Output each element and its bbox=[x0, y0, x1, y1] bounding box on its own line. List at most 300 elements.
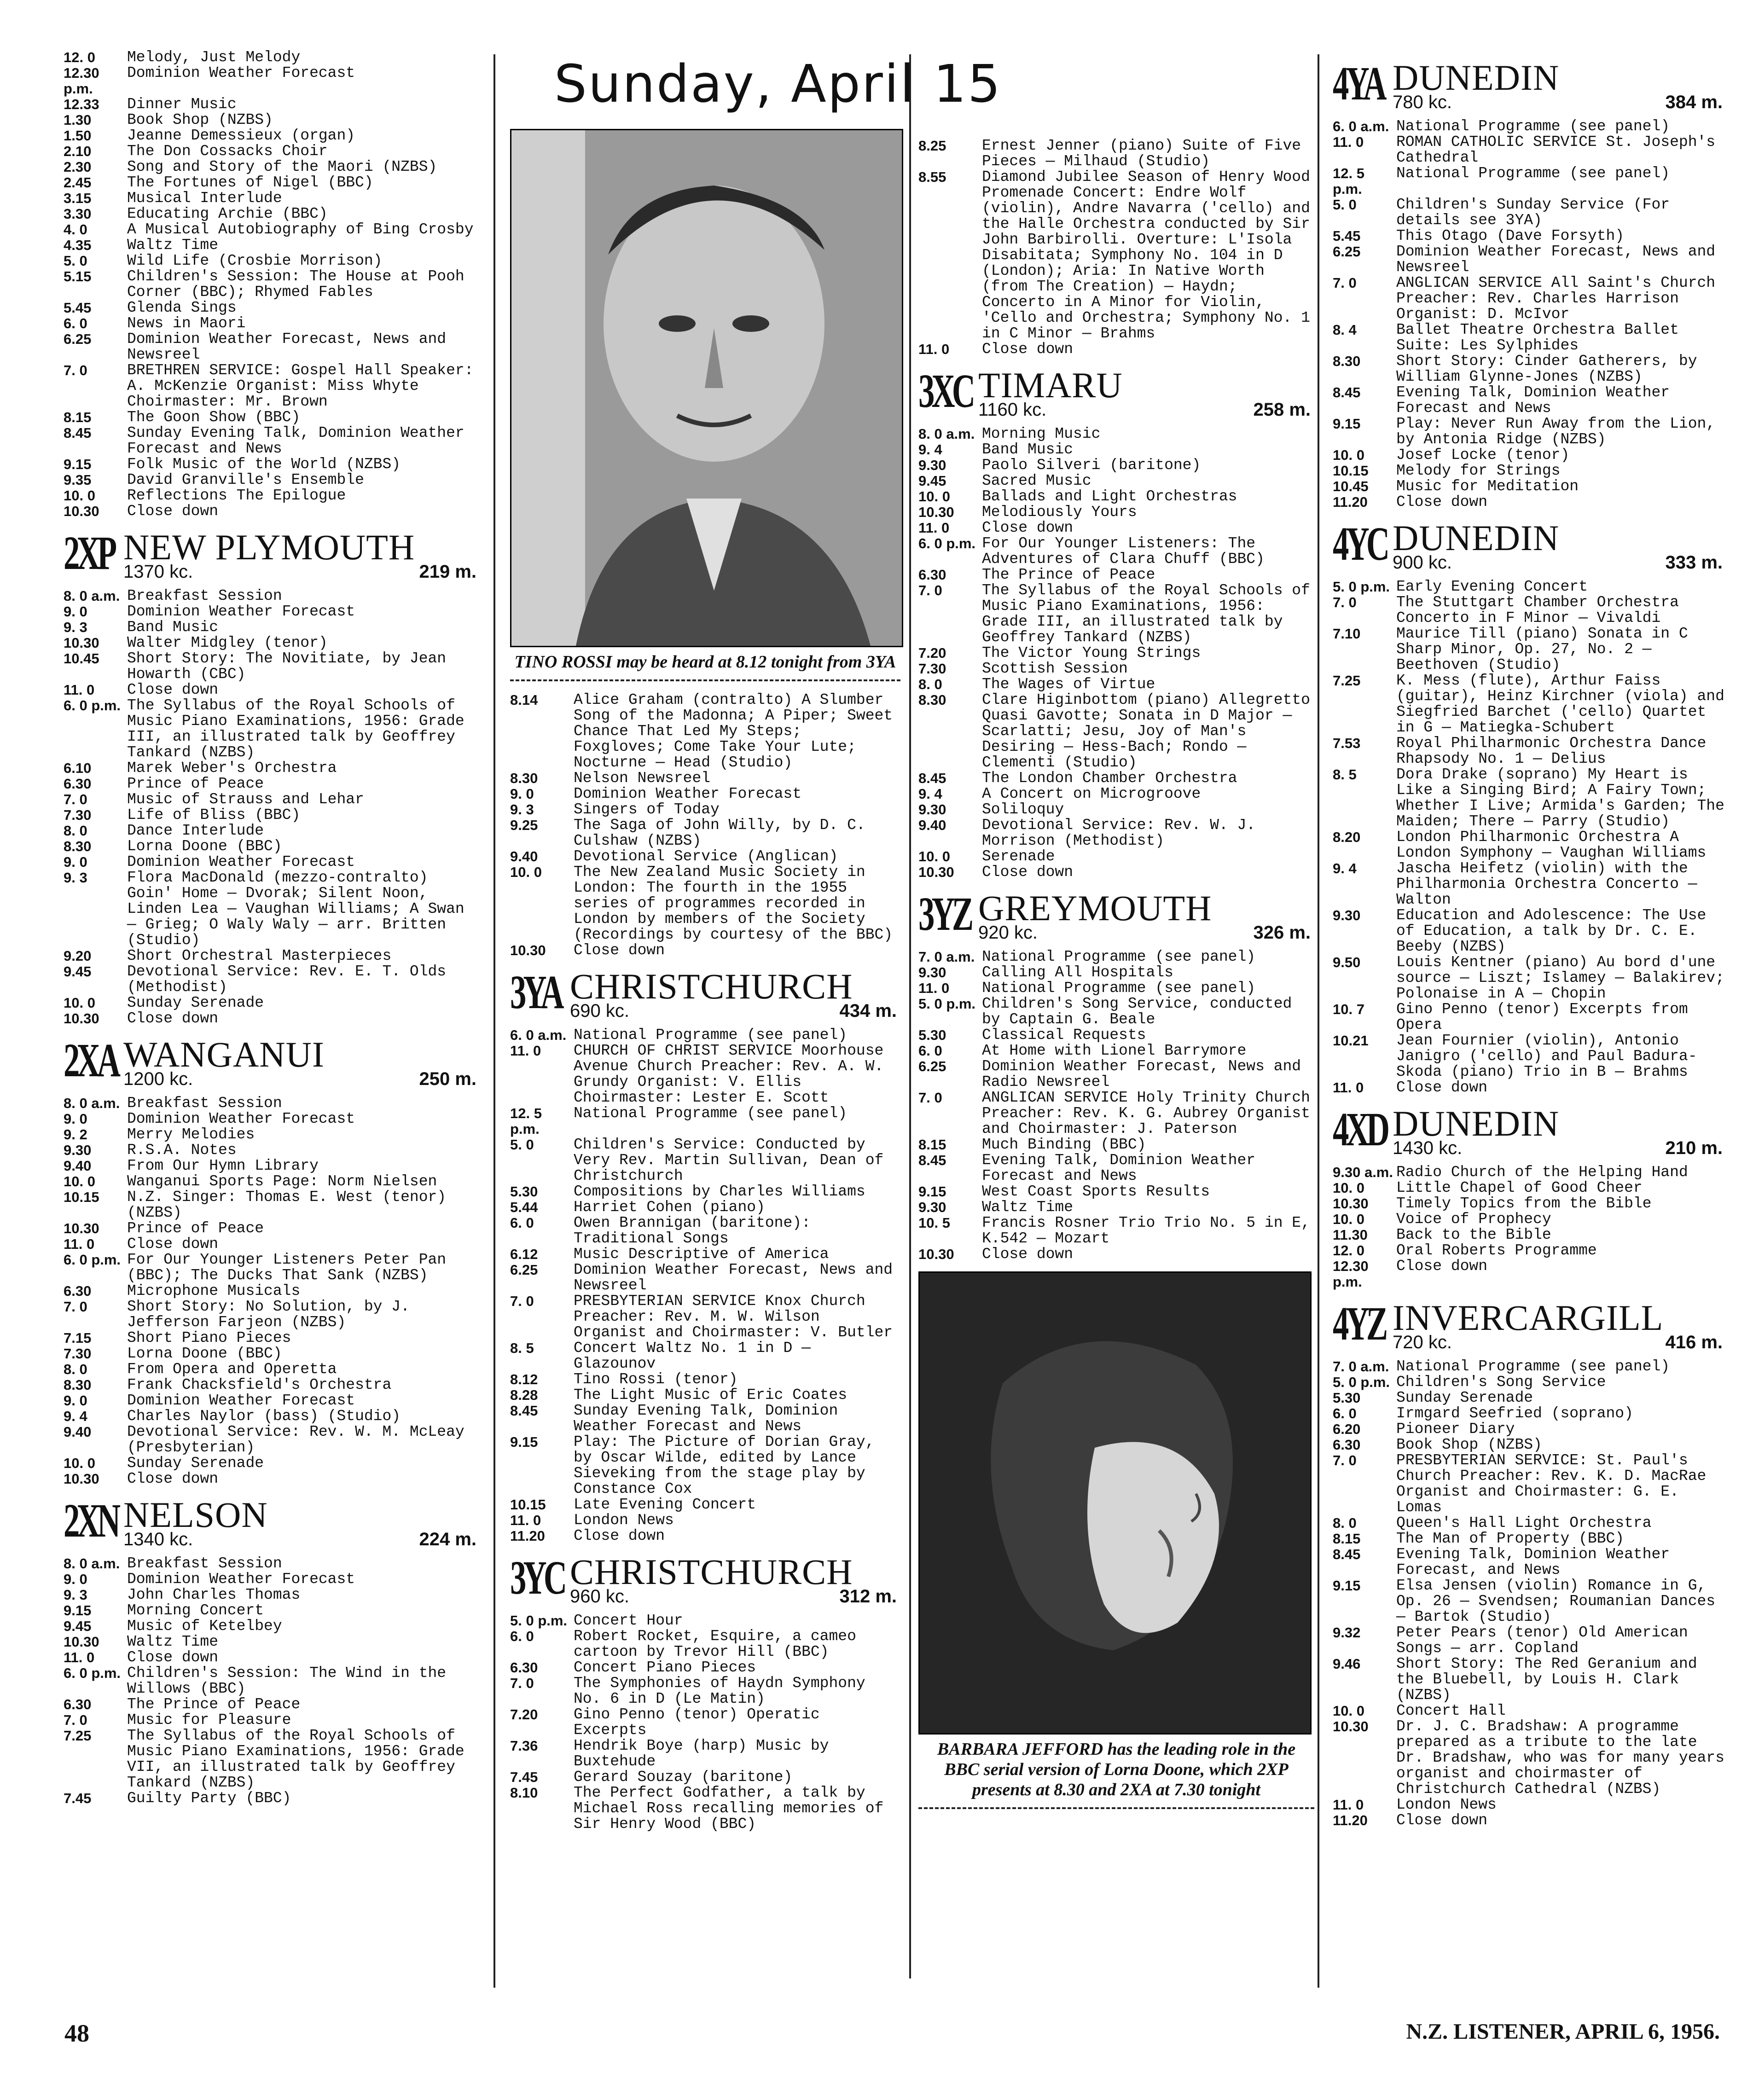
programme-item bbox=[918, 818, 1314, 849]
programme-time: 8. 0 bbox=[918, 676, 942, 692]
programme-item bbox=[64, 269, 480, 300]
programme-item bbox=[510, 1497, 900, 1513]
station-3yc bbox=[510, 1551, 900, 1833]
programme-title: For Our Younger Listeners: The Adventures of Clara Chuff (BBC) bbox=[982, 535, 1265, 568]
programme-title: Classical Requests bbox=[982, 1027, 1146, 1044]
programme-item bbox=[918, 138, 1314, 169]
programme-item bbox=[64, 238, 480, 253]
programme-item bbox=[1333, 673, 1726, 736]
programme-title: BRETHREN SERVICE: Gospel Hall Speaker: A. McKenzie Organist: Miss Whyte Choirmaster: Mr. Brown bbox=[127, 362, 474, 410]
station-wavelength: 219 m. bbox=[419, 562, 476, 582]
programme-time: 12.30 p.m. bbox=[64, 65, 99, 97]
programme-time: 6.25 bbox=[1333, 244, 1361, 260]
station-callsign: 4YA bbox=[1333, 57, 1384, 110]
programme-title: A Musical Autobiography of Bing Crosby bbox=[127, 221, 474, 238]
programme-item bbox=[1333, 1797, 1726, 1813]
programme-time: 10. 0 bbox=[1333, 1703, 1364, 1719]
station-wavelength: 384 m. bbox=[1665, 92, 1723, 112]
programme-time: 6.10 bbox=[64, 760, 92, 776]
column-1 bbox=[64, 50, 480, 1806]
programme-item bbox=[918, 169, 1314, 342]
programme-item bbox=[64, 1634, 480, 1650]
programme-item bbox=[1333, 908, 1726, 955]
programme-title: Devotional Service: Rev. W. J. Morrison (Methodist) bbox=[982, 817, 1256, 849]
programme-item bbox=[510, 1613, 900, 1629]
programme-time: 9.15 bbox=[1333, 1578, 1361, 1594]
programme-title: Dominion Weather Forecast bbox=[127, 603, 355, 620]
programme-item bbox=[1333, 1165, 1726, 1180]
programme-title: National Programme (see panel) bbox=[1396, 118, 1670, 135]
programme-item bbox=[1333, 767, 1726, 830]
programme-item bbox=[64, 948, 480, 964]
programme-time: 9. 3 bbox=[510, 801, 534, 818]
programme-title: Walter Midgley (tenor) bbox=[127, 634, 328, 651]
programme-title: The Prince of Peace bbox=[982, 566, 1155, 583]
programme-time: 9. 4 bbox=[918, 441, 942, 458]
station-header bbox=[1333, 517, 1726, 574]
programme-item bbox=[918, 996, 1314, 1027]
station-callsign: 3YC bbox=[510, 1551, 564, 1604]
programme-time: 10.30 bbox=[1333, 1195, 1369, 1212]
programme-title: Calling All Hospitals bbox=[982, 964, 1173, 981]
programme-title: Clare Higinbottom (piano) Allegretto Quasi Gavotte; Sonata in D Major — Scarlatti; Jesu, Joy of Man's Desiring — Hess-Bach; Rondo — Clementi (Studio) bbox=[982, 691, 1310, 771]
programme-item bbox=[918, 1027, 1314, 1043]
programme-item bbox=[918, 583, 1314, 645]
programme-title: Nelson Newsreel bbox=[574, 770, 711, 787]
programme-item bbox=[510, 1403, 900, 1434]
programme-title: Folk Music of the World (NZBS) bbox=[127, 456, 401, 473]
caption-barbara-jefford: BARBARA JEFFORD has the leading role in the BBC serial version of Lorna Doone, which 2XP presents at 8.30 and 2XA at 7.30 tonight bbox=[937, 1740, 1296, 1799]
station-header bbox=[1333, 1297, 1726, 1354]
programme-title: Short Story: No Solution, by J. Jefferson Farjeon (NZBS) bbox=[127, 1298, 410, 1331]
programme-item bbox=[64, 1236, 480, 1252]
programme-title: Short Piano Pieces bbox=[127, 1329, 291, 1346]
programme-item bbox=[64, 823, 480, 839]
programme-time: 9.35 bbox=[64, 472, 92, 488]
programme-item bbox=[64, 488, 480, 504]
programme-time: 10.30 bbox=[64, 1220, 99, 1236]
programme-item bbox=[1333, 1196, 1726, 1212]
programme-title: Music for Pleasure bbox=[127, 1711, 291, 1729]
programme-time: 7. 0 bbox=[918, 1090, 942, 1106]
programme-time: 10.15 bbox=[510, 1497, 546, 1513]
programme-item bbox=[64, 635, 480, 651]
programme-title: Short Story: Cinder Gatherers, by William Glynne-Jones (NZBS) bbox=[1396, 353, 1697, 385]
programme-time: 11.20 bbox=[1333, 1812, 1368, 1828]
programme-item bbox=[64, 1603, 480, 1619]
station-callsign: 2XA bbox=[64, 1034, 118, 1087]
programme-time: 9. 3 bbox=[64, 1587, 87, 1603]
programme-title: Children's Song Service bbox=[1396, 1374, 1606, 1391]
programme-title: Glenda Sings bbox=[127, 299, 237, 316]
programme-time: 7.36 bbox=[510, 1738, 538, 1754]
programme-time: 9.20 bbox=[64, 948, 92, 964]
programme-item bbox=[64, 1456, 480, 1471]
programme-title: National Programme (see panel) bbox=[574, 1105, 848, 1122]
programme-title: Timely Topics from the Bible bbox=[1396, 1195, 1652, 1212]
programme-item bbox=[510, 1247, 900, 1262]
programme-time: 11. 0 bbox=[1333, 1797, 1364, 1813]
programme-time: 10.30 bbox=[918, 1246, 954, 1262]
programme-time: 9. 3 bbox=[64, 619, 87, 635]
programme-time: 9.40 bbox=[510, 848, 538, 864]
programme-item bbox=[1333, 494, 1726, 510]
programme-time: 10.30 bbox=[510, 942, 546, 958]
station-schedule bbox=[510, 1027, 900, 1544]
programme-title: Diamond Jubilee Season of Henry Wood Promenade Concert: Endre Wolf (violin), Andre Navarra ('cello) and the Halle Orchestra conducted by Sir John Barbirolli. Overture: L'Isola Disabitata; Symphony No. 104 in D (London); Aria: In Native Worth (from The Creation) — Haydn; Concerto in A Minor for Violin, 'Cello and Orchestra; Symphony No. 1 in C Minor — Brahms bbox=[982, 168, 1310, 342]
programme-time: 9. 0 bbox=[64, 1392, 87, 1409]
programme-item bbox=[510, 1262, 900, 1294]
programme-item bbox=[64, 1189, 480, 1221]
programme-time: 7. 0 bbox=[1333, 1452, 1357, 1468]
programme-item bbox=[918, 1090, 1314, 1137]
programme-item bbox=[64, 1471, 480, 1487]
programme-time: 7.25 bbox=[1333, 673, 1361, 689]
publication-line: N.Z. LISTENER, APRIL 6, 1956. bbox=[1406, 2019, 1720, 2044]
programme-time: 6.30 bbox=[64, 1283, 92, 1299]
programme-time: 5. 0 bbox=[1333, 197, 1357, 213]
programme-time: 11. 0 bbox=[510, 1512, 541, 1528]
station-2xa bbox=[64, 1034, 480, 1487]
programme-time: 11. 0 bbox=[1333, 1079, 1364, 1096]
divider bbox=[918, 1807, 1314, 1814]
station-callsign: 4YC bbox=[1333, 517, 1387, 570]
programme-title: Children's Session: The House at Pooh Corner (BBC); Rhymed Fables bbox=[127, 268, 464, 301]
programme-title: Alice Graham (contralto) A Slumber Song of the Madonna; A Piper; Sweet Chance That Led My Steps; Foxgloves; Come Take Your Lute; Nocturne — Head (Studio) bbox=[574, 691, 893, 771]
programme-title: At Home with Lionel Barrymore bbox=[982, 1042, 1247, 1059]
station-city: CHRISTCHURCH bbox=[570, 966, 853, 1006]
station-callsign: 4XD bbox=[1333, 1103, 1387, 1156]
programme-time: 6. 0 bbox=[510, 1628, 534, 1644]
programme-item bbox=[64, 1221, 480, 1236]
programme-item bbox=[64, 300, 480, 316]
programme-time: 9.30 bbox=[918, 801, 946, 818]
station-header bbox=[1333, 57, 1726, 114]
station-4yc bbox=[1333, 517, 1726, 1096]
programme-title: Evening Talk, Dominion Weather Forecast and News bbox=[982, 1152, 1256, 1184]
programme-title: Short Story: The Red Geranium and the Bluebell, by Louis H. Clark (NZBS) bbox=[1396, 1655, 1697, 1704]
programme-time: 7.10 bbox=[1333, 626, 1361, 642]
programme-item bbox=[64, 682, 480, 698]
programme-title: Charles Naylor (bass) (Studio) bbox=[127, 1408, 401, 1425]
programme-item bbox=[64, 776, 480, 792]
programme-item bbox=[64, 1728, 480, 1791]
programme-time: 9. 3 bbox=[64, 870, 87, 886]
programme-title: London Philharmonic Orchestra A London Symphony — Vaughan Williams bbox=[1396, 829, 1707, 861]
station-4ya bbox=[1333, 57, 1726, 510]
programme-title: Little Chapel of Good Cheer bbox=[1396, 1179, 1643, 1196]
programme-title: Close down bbox=[1396, 1258, 1488, 1275]
programme-title: The Fortunes of Nigel (BBC) bbox=[127, 174, 373, 191]
programme-item bbox=[64, 175, 480, 191]
programme-item bbox=[918, 645, 1314, 661]
programme-time: 12. 0 bbox=[1333, 1242, 1364, 1259]
programme-title: Breakfast Session bbox=[127, 1095, 282, 1112]
programme-title: Waltz Time bbox=[982, 1199, 1074, 1216]
programme-time: 9.30 bbox=[1333, 907, 1361, 923]
programme-title: Reflections The Epilogue bbox=[127, 487, 346, 504]
programme-time: 9.30 a.m. bbox=[1333, 1164, 1393, 1180]
page-date-heading: Sunday, April 15 bbox=[554, 54, 1002, 114]
programme-time: 6. 0 p.m. bbox=[918, 535, 976, 551]
programme-title: Children's Sunday Service (For details see 3YA) bbox=[1396, 196, 1670, 229]
programme-title: Close down bbox=[1396, 1079, 1488, 1096]
programme-time: 9. 4 bbox=[64, 1408, 87, 1424]
programme-time: 11. 0 bbox=[510, 1043, 541, 1059]
programme-item bbox=[1333, 1656, 1726, 1703]
programme-time: 6. 0 bbox=[64, 315, 87, 331]
programme-title: Close down bbox=[127, 1236, 219, 1253]
station-2xn bbox=[64, 1494, 480, 1807]
programme-title: The Perfect Godfather, a talk by Michael Ross recalling memories of Sir Henry Wood (BBC) bbox=[574, 1784, 884, 1833]
programme-item bbox=[1333, 119, 1726, 134]
station-schedule bbox=[1333, 1165, 1726, 1290]
programme-item bbox=[918, 965, 1314, 980]
programme-item bbox=[510, 1184, 900, 1200]
programme-time: 9.15 bbox=[918, 1183, 946, 1200]
programme-item bbox=[64, 1377, 480, 1393]
programme-item bbox=[64, 457, 480, 472]
station-city: GREYMOUTH bbox=[978, 888, 1212, 928]
programme-title: ANGLICAN SERVICE Holy Trinity Church Preacher: Rev. K. G. Aubrey Organist and Choirmaster: J. Paterson bbox=[982, 1089, 1310, 1137]
station-schedule bbox=[1333, 1359, 1726, 1828]
programme-time: 5. 0 p.m. bbox=[1333, 1374, 1390, 1390]
programme-time: 11. 0 bbox=[918, 980, 950, 996]
programme-title: Josef Locke (tenor) bbox=[1396, 447, 1570, 464]
programme-time: 6. 0 a.m. bbox=[1333, 118, 1389, 134]
programme-item bbox=[1333, 1406, 1726, 1421]
programme-item bbox=[510, 1027, 900, 1043]
programme-time: 9.45 bbox=[64, 1618, 92, 1634]
programme-item bbox=[918, 1059, 1314, 1090]
programme-time: 9.32 bbox=[1333, 1624, 1361, 1641]
programme-title: Guilty Party (BBC) bbox=[127, 1790, 291, 1807]
programme-time: 5. 0 p.m. bbox=[918, 996, 976, 1012]
programme-title: Close down bbox=[982, 341, 1074, 358]
programme-time: 12.33 bbox=[64, 96, 99, 112]
programme-time: 8. 0 a.m. bbox=[64, 1555, 120, 1572]
programme-time: 8.15 bbox=[918, 1137, 946, 1153]
programme-title: Lorna Doone (BBC) bbox=[127, 838, 282, 855]
programme-time: 10. 5 bbox=[918, 1215, 950, 1231]
programme-title: Children's Service: Conducted by Very Rev. Martin Sullivan, Dean of Christchurch bbox=[574, 1136, 884, 1184]
programme-item bbox=[64, 410, 480, 425]
programme-item bbox=[64, 839, 480, 854]
programme-title: The London Chamber Orchestra bbox=[982, 770, 1237, 787]
programme-item bbox=[918, 536, 1314, 567]
programme-title: National Programme (see panel) bbox=[982, 948, 1256, 965]
station-frequency: 1430 kc. bbox=[1393, 1138, 1463, 1158]
station-callsign: 2XN bbox=[64, 1494, 118, 1547]
programme-time: 10.15 bbox=[1333, 463, 1369, 479]
programme-time: 9.50 bbox=[1333, 954, 1361, 970]
programme-time: 5.30 bbox=[510, 1183, 538, 1200]
station-city: DUNEDIN bbox=[1393, 1103, 1560, 1143]
programme-title: PRESBYTERIAN SERVICE Knox Church Preacher: Rev. M. W. Wilson Organist and Choirmaster: V. Butler bbox=[574, 1293, 893, 1341]
programme-item bbox=[510, 1200, 900, 1215]
station-header bbox=[510, 966, 900, 1023]
programme-time: 8. 0 a.m. bbox=[918, 426, 975, 442]
programme-item bbox=[64, 1283, 480, 1299]
programme-title: Sunday Evening Talk, Dominion Weather Forecast and News bbox=[574, 1402, 838, 1435]
station-header bbox=[918, 890, 1314, 945]
programme-title: Maurice Till (piano) Sonata in C Sharp Minor, Op. 27, No. 2 — Beethoven (Studio) bbox=[1396, 625, 1688, 673]
programme-title: The Syllabus of the Royal Schools of Music Piano Examinations, 1956: Grade VII, an illustrated talk by Geoffrey Tankard (NZBS) bbox=[127, 1727, 464, 1791]
programme-time: 10.30 bbox=[918, 504, 954, 520]
programme-item bbox=[64, 504, 480, 519]
programme-title: Dominion Weather Forecast, News and Newsreel bbox=[127, 331, 447, 363]
programme-title: Concert Hour bbox=[574, 1612, 683, 1629]
programme-item bbox=[1333, 1515, 1726, 1531]
programme-time: 7. 0 bbox=[1333, 594, 1357, 610]
programme-item bbox=[510, 1513, 900, 1528]
programme-time: 8.30 bbox=[64, 1377, 92, 1393]
programme-item bbox=[64, 1143, 480, 1158]
programme-item bbox=[64, 760, 480, 776]
programme-time: 9. 0 bbox=[64, 603, 87, 620]
programme-title: Gino Penno (tenor) Operatic Excerpts bbox=[574, 1706, 820, 1739]
programme-title: CHURCH OF CHRIST SERVICE Moorhouse Avenue Church Preacher: Rev. A. W. Grundy Organist: V. Ellis Choirmaster: Lester E. Scott bbox=[574, 1042, 884, 1106]
programme-title: Concert Piano Pieces bbox=[574, 1659, 756, 1676]
programme-time: 7.45 bbox=[510, 1769, 538, 1785]
programme-item bbox=[64, 1158, 480, 1174]
station-wavelength: 250 m. bbox=[419, 1069, 476, 1089]
programme-time: 5.30 bbox=[1333, 1390, 1361, 1406]
programme-title: Prince of Peace bbox=[127, 775, 264, 792]
programme-time: 1.50 bbox=[64, 128, 92, 144]
station-3yz bbox=[918, 890, 1314, 1262]
programme-item bbox=[64, 620, 480, 635]
station-3ya bbox=[510, 966, 900, 1544]
station-wavelength: 224 m. bbox=[419, 1529, 476, 1549]
station-city: INVERCARGILL bbox=[1393, 1298, 1664, 1338]
programme-item bbox=[918, 949, 1314, 965]
programme-item bbox=[64, 159, 480, 175]
programme-title: Dominion Weather Forecast bbox=[127, 853, 355, 870]
programme-title: A Concert on Microgroove bbox=[982, 785, 1201, 802]
station-frequency: 690 kc. bbox=[570, 1001, 629, 1021]
programme-title: Breakfast Session bbox=[127, 587, 282, 604]
programme-item bbox=[64, 206, 480, 222]
programme-time: 6.20 bbox=[1333, 1421, 1361, 1437]
programme-title: Close down bbox=[127, 1649, 219, 1666]
programme-time: 8. 0 a.m. bbox=[64, 588, 120, 604]
programme-time: 8.25 bbox=[918, 138, 946, 154]
programme-title: Dominion Weather Forecast bbox=[127, 1392, 355, 1409]
programme-item bbox=[64, 1697, 480, 1712]
programme-item bbox=[510, 786, 900, 802]
station-header bbox=[918, 367, 1314, 422]
programme-title: For Our Younger Listeners Peter Pan (BBC); The Ducks That Sank (NZBS) bbox=[127, 1251, 447, 1284]
listing bbox=[510, 692, 900, 958]
programme-title: Paolo Silveri (baritone) bbox=[982, 457, 1201, 474]
programme-time: 10. 0 bbox=[1333, 1211, 1364, 1227]
programme-time: 11. 0 bbox=[1333, 134, 1364, 150]
programme-time: 9. 0 bbox=[64, 854, 87, 870]
station-frequency: 920 kc. bbox=[978, 922, 1038, 943]
programme-item bbox=[510, 771, 900, 786]
station-4xd bbox=[1333, 1103, 1726, 1290]
programme-title: Melody, Just Melody bbox=[127, 49, 301, 66]
programme-title: Peter Pears (tenor) Old American Songs — arr. Copland bbox=[1396, 1624, 1688, 1657]
programme-title: Sacred Music bbox=[982, 472, 1091, 489]
programme-title: Waltz Time bbox=[127, 1633, 219, 1650]
programme-item bbox=[510, 864, 900, 943]
programme-item bbox=[1333, 1227, 1726, 1243]
station-city: WANGANUI bbox=[123, 1034, 325, 1074]
programme-item bbox=[918, 342, 1314, 357]
programme-time: 6.25 bbox=[918, 1058, 946, 1074]
programme-time: 10. 0 bbox=[64, 487, 95, 504]
programme-time: 11.20 bbox=[510, 1528, 545, 1544]
programme-time: 8.30 bbox=[64, 838, 92, 854]
station-callsign: 2XP bbox=[64, 527, 114, 580]
programme-time: 10. 0 bbox=[1333, 1180, 1364, 1196]
programme-time: 11.20 bbox=[1333, 494, 1368, 510]
station-frequency: 1370 kc. bbox=[123, 562, 193, 582]
programme-item bbox=[510, 1387, 900, 1403]
programme-time: 10.30 bbox=[1333, 1718, 1369, 1735]
programme-title: Evening Talk, Dominion Weather Forecast and News bbox=[1396, 384, 1670, 417]
programme-item bbox=[918, 786, 1314, 802]
programme-item bbox=[918, 1247, 1314, 1262]
caption-tino-rossi: TINO ROSSI may be heard at 8.12 tonight from 3YA bbox=[514, 652, 896, 672]
programme-time: 6. 0 p.m. bbox=[64, 1252, 121, 1268]
programme-title: Morning Concert bbox=[127, 1602, 264, 1619]
programme-item bbox=[1333, 1080, 1726, 1096]
programme-item bbox=[1333, 166, 1726, 197]
programme-item bbox=[918, 771, 1314, 786]
programme-time: 9. 4 bbox=[918, 786, 942, 802]
programme-time: 9.40 bbox=[64, 1158, 92, 1174]
programme-time: 8.45 bbox=[918, 770, 946, 786]
programme-time: 10.30 bbox=[918, 864, 954, 880]
programme-time: 10. 0 bbox=[918, 848, 950, 864]
programme-item bbox=[1333, 134, 1726, 166]
station-schedule bbox=[510, 1613, 900, 1832]
programme-item bbox=[64, 964, 480, 995]
programme-item bbox=[510, 1340, 900, 1372]
programme-title: Close down bbox=[127, 503, 219, 520]
programme-time: 10.30 bbox=[64, 1471, 99, 1487]
station-city: DUNEDIN bbox=[1393, 58, 1560, 98]
programme-title: Tino Rossi (tenor) bbox=[574, 1371, 738, 1388]
programme-title: Dominion Weather Forecast bbox=[127, 1110, 355, 1127]
programme-title: Evening Talk, Dominion Weather Forecast, and News bbox=[1396, 1546, 1670, 1578]
programme-title: Royal Philharmonic Orchestra Dance Rhapsody No. 1 — Delius bbox=[1396, 735, 1707, 767]
programme-title: Back to the Bible bbox=[1396, 1226, 1551, 1243]
programme-time: 9.25 bbox=[510, 817, 538, 833]
programme-time: 7. 0 a.m. bbox=[918, 949, 975, 965]
programme-time: 6.30 bbox=[918, 567, 946, 583]
programme-item bbox=[64, 1556, 480, 1572]
programme-title: Concert Waltz No. 1 in D — Glazounov bbox=[574, 1340, 811, 1372]
programme-time: 5.15 bbox=[64, 268, 92, 284]
programme-title: National Programme (see panel) bbox=[982, 980, 1256, 997]
programme-item bbox=[64, 191, 480, 206]
programme-item bbox=[64, 1712, 480, 1728]
programme-item bbox=[64, 1111, 480, 1127]
programme-time: 9.30 bbox=[918, 457, 946, 473]
station-frequency: 900 kc. bbox=[1393, 552, 1452, 573]
programme-item bbox=[64, 1011, 480, 1027]
programme-item bbox=[64, 792, 480, 807]
programme-time: 9. 4 bbox=[1333, 860, 1357, 876]
programme-time: 7. 0 bbox=[918, 582, 942, 598]
programme-item bbox=[1333, 1002, 1726, 1033]
programme-title: The Man of Property (BBC) bbox=[1396, 1530, 1625, 1547]
programme-title: The New Zealand Music Society in London: The fourth in the 1955 series of programmes recorded in London by members of the Society (Recordings by courtesy of the BBC) bbox=[574, 864, 893, 943]
